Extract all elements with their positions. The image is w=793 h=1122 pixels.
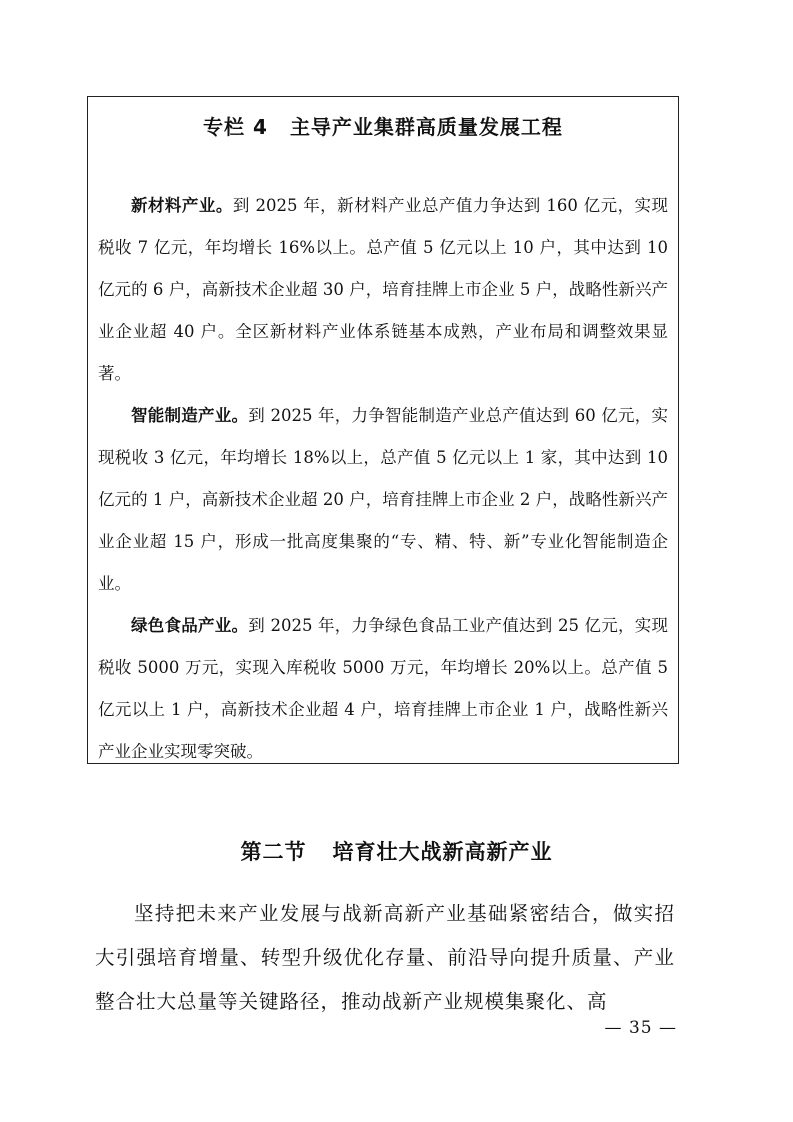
paragraph-lead: 新材料产业。 (131, 196, 233, 215)
section-paragraph: 坚持把未来产业发展与战新高新产业基础紧密结合，做实招大引强培育增量、转型升级优化存量、前沿导向提升质量、产业整合壮大总量等关键路径，推动战新产业规模集聚化、高 (95, 902, 675, 1013)
paragraph-lead: 绿色食品产业。 (131, 616, 249, 635)
paragraph-text: 到 2025 年，新材料产业总产值力争达到 160 亿元，实现税收 7 亿元，年均增长 16%以上。总产值 5 亿元以上 10 户，其中达到 10 亿元的 6 户，高新技术企业超 30 户，培育挂牌上市企业 5 户，战略性新兴产业企业超 40 户。全区新材料产业体系链基本成熟，产业布局和调整效果显著。 (98, 196, 669, 383)
feature-box (87, 96, 679, 764)
box-title (88, 111, 678, 140)
box-heading: 主导产业集群高质量发展工程 (289, 115, 563, 139)
section-title (0, 836, 793, 866)
paragraph-lead: 智能制造产业。 (131, 406, 249, 425)
paragraph-new-materials (98, 185, 668, 395)
paragraph-smart-manufacturing (98, 395, 668, 605)
paragraph-text: 到 2025 年，力争智能制造产业总产值达到 60 亿元，实现税收 3 亿元，年均增长 18%以上，总产值 5 亿元以上 1 家，其中达到 10 亿元的 1 户，高新技术企业超 20 户，培育挂牌上市企业 2 户，战略性新兴产业企业超 15 户，形成一批高度集聚的“专、精、特、新”专业化智能制造企业。 (98, 406, 669, 593)
box-label: 专栏 4 (203, 115, 268, 139)
section-label: 第二节 (240, 840, 307, 864)
paragraph-text: 到 2025 年，力争绿色食品工业产值达到 25 亿元，实现税收 5000 万元，实现入库税收 5000 万元，年均增长 20%以上。总产值 5 亿元以上 1 户，高新技术企业超 4 户，培育挂牌上市企业 1 户，战略性新兴产业企业实现零突破。 (98, 616, 669, 761)
box-body (98, 185, 668, 773)
section-body (95, 892, 675, 1024)
page-number: — 35 — (604, 1018, 677, 1038)
section-heading: 培育壮大战新高新产业 (332, 840, 553, 864)
paragraph-green-food (98, 605, 668, 773)
